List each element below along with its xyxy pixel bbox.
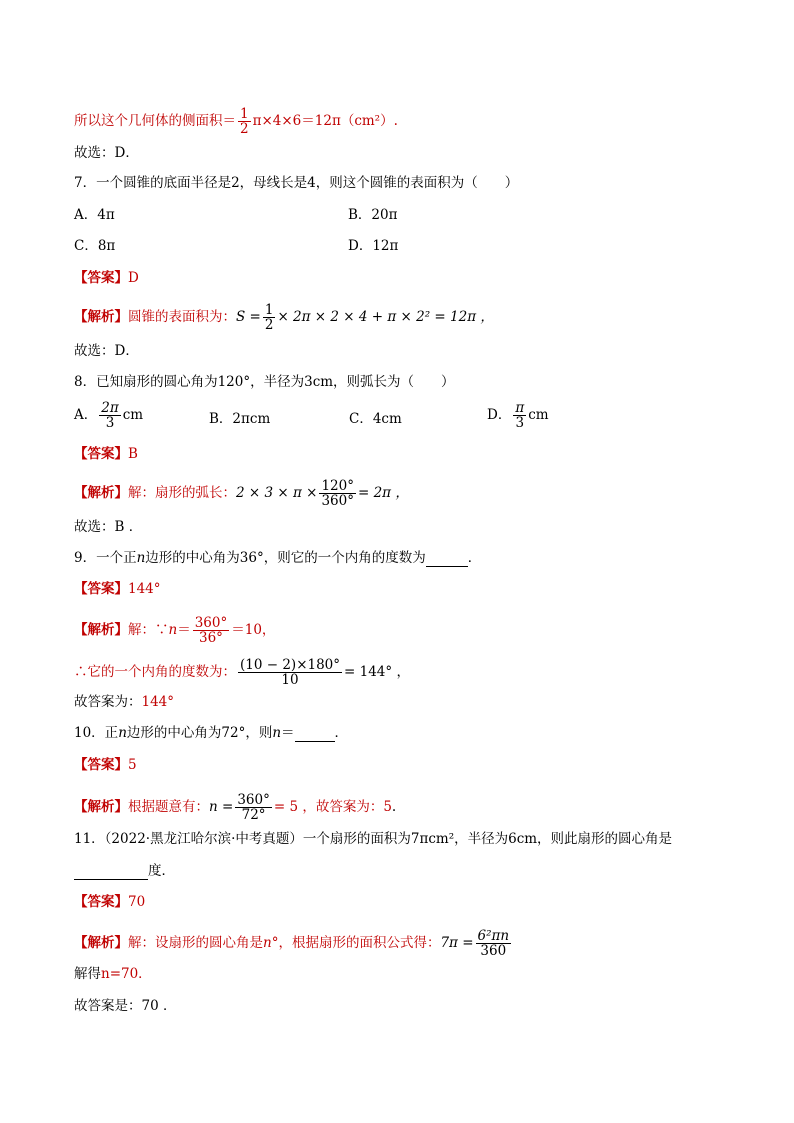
q8-analysis-text: 解：扇形的弧长： xyxy=(128,485,236,501)
q10-frac-den: 72° xyxy=(241,807,266,823)
q7-answer: D xyxy=(128,270,139,286)
q10-answer-line xyxy=(74,756,137,774)
q8-formula-fraction xyxy=(319,479,356,508)
q10-stem-post: 边形的中心角为72°，则 xyxy=(126,725,273,741)
q8-frac-num: 120° xyxy=(321,478,354,494)
q10-answer-blank xyxy=(295,727,335,742)
q9-answer-blank xyxy=(426,552,468,567)
q9-stem-end: ． xyxy=(467,550,482,566)
q11-frac-num: 6²πn xyxy=(477,928,510,944)
q10-analysis-val: 5 xyxy=(383,799,392,815)
q11-analysis-mid: ，根据扇形的面积公式得： xyxy=(278,935,441,951)
q9-stem xyxy=(74,549,481,567)
q9-analysis-fraction xyxy=(193,616,230,645)
q10-answer: 5 xyxy=(128,757,137,773)
q7-option-a: A．4π xyxy=(74,207,115,223)
q9-analysis-line2 xyxy=(74,658,410,687)
q9-line2-num: (10 − 2)×180° xyxy=(240,657,341,673)
l1-frac-num: 1 xyxy=(240,106,249,122)
q10-analysis-fraction xyxy=(235,793,272,822)
q11-conclusion: 故答案是：70 ． xyxy=(74,998,177,1014)
q9-frac-num: 360° xyxy=(194,615,228,631)
q7-frac-den: 2 xyxy=(264,317,274,333)
q8-stem: 8．已知扇形的圆心角为120°，半径为3cm，则弧长为（ ） xyxy=(74,374,455,390)
q8-option-d xyxy=(487,401,549,430)
l1-fraction xyxy=(238,107,251,136)
q8-option-c: C．4cm xyxy=(349,411,402,427)
q7-option-b: B．20π xyxy=(348,207,398,223)
q8-option-b: B．2πcm xyxy=(209,411,271,427)
l1-text: 所以这个几何体的侧面积＝ xyxy=(74,113,236,129)
q11-answer-blank xyxy=(74,865,148,880)
q8-answer: B xyxy=(128,446,138,462)
q11-answer: 70 xyxy=(128,894,146,910)
q8-option-a-num: 2π xyxy=(101,400,119,416)
q10-stem-n: n xyxy=(118,725,127,741)
q11-frac-den: 360 xyxy=(480,943,507,959)
q11-analysis-pre: 解：设扇形的圆心角是 xyxy=(128,935,263,951)
q9-conclusion-val: 144° xyxy=(141,694,175,710)
q10-frac-num: 360° xyxy=(237,792,270,808)
q9-analysis-pre: 解：∵ xyxy=(128,622,169,638)
q9-analysis-body xyxy=(128,615,276,646)
q7-frac-num: 1 xyxy=(264,302,274,318)
q7-answer-line xyxy=(74,269,139,287)
q10-analysis-end: . xyxy=(391,799,397,815)
q10-stem-end: ． xyxy=(334,725,349,741)
q10-stem xyxy=(74,724,348,742)
q7-option-d: D．12π xyxy=(348,238,399,254)
q9-stem-post: 边形的中心角为36°，则它的一个内角的度数为 xyxy=(145,550,426,566)
q10-analysis-post: = 5 ，故答案为： xyxy=(273,799,384,815)
q11-formula-fraction xyxy=(476,929,512,958)
q9-analysis-n: n xyxy=(168,622,178,638)
q8-option-a-unit: cm xyxy=(122,407,144,423)
q10-analysis-n: n = xyxy=(209,799,234,815)
q9-conclusion xyxy=(74,693,174,711)
q8-option-a-label: A． xyxy=(74,407,98,423)
q10-analysis-line xyxy=(74,793,396,822)
q8-option-d-label: D． xyxy=(487,407,512,423)
q8-option-a-fraction xyxy=(99,401,120,430)
q8-option-d-fraction xyxy=(513,401,526,430)
q11-analysis-n: n° xyxy=(263,935,279,951)
q8-answer-tag: 【答案】 xyxy=(74,446,128,462)
q8-option-d-unit: cm xyxy=(528,407,549,423)
q11-solve-line xyxy=(74,965,152,983)
q8-option-d-num: π xyxy=(515,400,525,416)
q7-analysis-text: 圆锥的表面积为： xyxy=(128,309,236,325)
l1-text-post: π×4×6＝12π（cm²）. xyxy=(252,113,398,129)
q10-analysis-tag: 【解析】 xyxy=(74,799,128,815)
q9-stem-pre: 9．一个正 xyxy=(74,550,137,566)
q9-analysis-post: ＝10， xyxy=(231,622,276,638)
q9-conclusion-pre: 故答案为： xyxy=(74,694,142,710)
q8-formula-post: = 2π ， xyxy=(357,485,409,501)
q11-answer-line xyxy=(74,893,145,911)
l2-line: 故选：D． xyxy=(74,145,139,161)
q7-formula-fraction xyxy=(263,303,276,332)
q9-answer-tag: 【答案】 xyxy=(74,581,128,597)
q11-formula-pre: 7π = xyxy=(440,935,474,951)
q9-line2-post: = 144° ， xyxy=(344,664,410,680)
q10-stem-pre: 10．正 xyxy=(74,725,119,741)
q9-analysis-eq: ＝ xyxy=(177,622,191,638)
q8-frac-den: 360° xyxy=(321,493,354,509)
l1-frac-den: 2 xyxy=(240,121,249,137)
q7-formula-post: × 2π × 2 × 4 + π × 2² = 12π ， xyxy=(277,309,494,325)
q11-analysis-tag: 【解析】 xyxy=(74,935,128,951)
q10-stem-n2: n xyxy=(272,725,282,741)
q8-option-a xyxy=(74,401,143,430)
q9-frac-den: 36° xyxy=(199,630,223,646)
q8-formula-pre: 2 × 3 × π × xyxy=(236,485,318,501)
q8-option-a-den: 3 xyxy=(105,415,115,431)
q7-stem: 7．一个圆锥的底面半径是2，母线长是4，则这个圆锥的表面积为（ ） xyxy=(74,175,519,191)
q7-analysis-line xyxy=(74,303,494,332)
q9-answer: 144° xyxy=(128,581,161,597)
q11-solve-val: n=70． xyxy=(101,966,152,982)
q9-line2-den: 10 xyxy=(281,672,299,688)
q11-stem-line2 xyxy=(74,862,175,880)
q7-analysis-tag: 【解析】 xyxy=(74,309,128,325)
q8-analysis-line xyxy=(74,479,409,508)
q10-answer-tag: 【答案】 xyxy=(74,757,128,773)
q10-analysis-pre: 根据题意有： xyxy=(128,799,209,815)
q10-stem-eq: ＝ xyxy=(281,725,295,741)
q9-line2-pre: ∴它的一个内角的度数为： xyxy=(74,664,236,680)
q11-stem2: 度． xyxy=(148,863,175,879)
q8-analysis-tag: 【解析】 xyxy=(74,485,128,501)
l1-line xyxy=(74,107,398,136)
q9-analysis-tag: 【解析】 xyxy=(74,622,128,638)
q8-conclusion: 故选：B ． xyxy=(74,519,143,535)
q11-solve-pre: 解得 xyxy=(74,966,101,982)
q7-option-c: C．8π xyxy=(74,238,116,254)
q9-analysis-line xyxy=(74,616,275,645)
q11-analysis-line xyxy=(74,929,513,958)
q9-answer-line xyxy=(74,580,161,598)
q7-answer-tag: 【答案】 xyxy=(74,270,128,286)
q9-line2-fraction xyxy=(238,658,342,687)
q7-formula-s: S = xyxy=(236,309,261,325)
q7-conclusion: 故选：D． xyxy=(74,343,139,359)
q11-answer-tag: 【答案】 xyxy=(74,894,128,910)
q8-answer-line xyxy=(74,445,138,463)
q11-stem: 11．（2022·黑龙江哈尔滨·中考真题）一个扇形的面积为7πcm²，半径为6cm，则此扇形的圆心角是 xyxy=(74,831,673,847)
q8-option-d-den: 3 xyxy=(515,415,525,431)
q9-stem-n: n xyxy=(136,550,146,566)
